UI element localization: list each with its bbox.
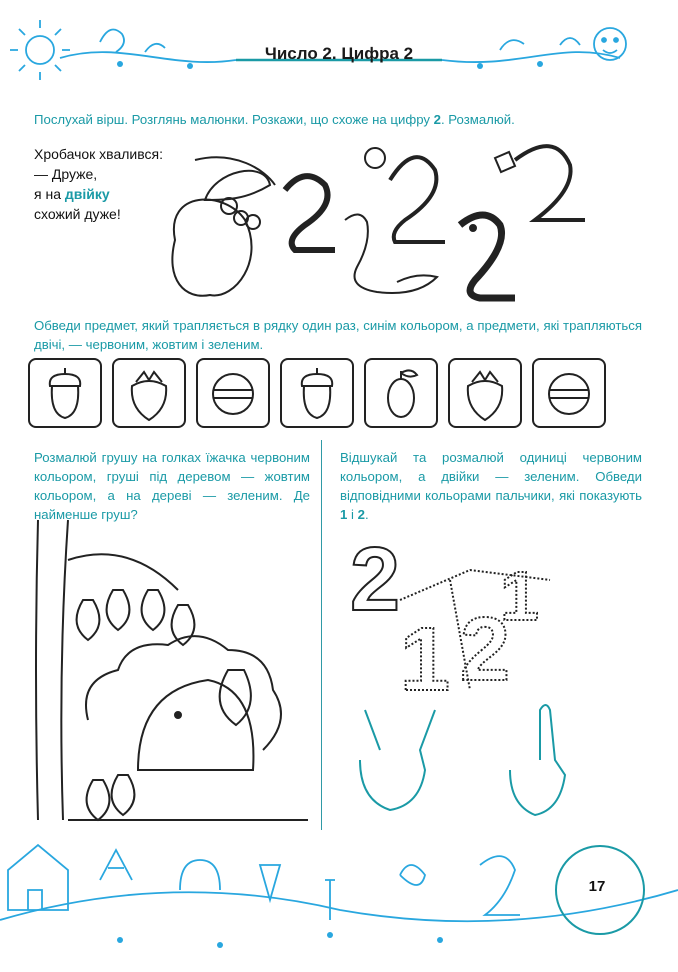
pear-icon [77, 600, 100, 640]
hidden-digits-and-hands-illustration [340, 520, 640, 820]
pear-icon [142, 590, 165, 630]
ball-icon [534, 360, 604, 426]
acorn-icon [282, 360, 352, 426]
ball-icon [198, 360, 268, 426]
pear-icon [87, 780, 110, 820]
item-cell-ball[interactable] [196, 358, 270, 428]
item-cell-acorn-2[interactable] [280, 358, 354, 428]
strawberry-icon [450, 360, 520, 426]
poem-line-1: Хробачок хвалився: [34, 146, 163, 162]
hedgehog-pear-tree-illustration [28, 520, 318, 830]
task3-instruction: Розмалюй грушу на голках їжачка червоним кольором, груші під деревом — жовтим кольором, а на дереві — зеленим. Де найменше груш? [34, 450, 310, 522]
poem-line-4: схожий дуже! [34, 206, 121, 222]
digit-two-outline: 2 [350, 530, 401, 630]
task4-instruction: Відшукай та розмалюй одиниці червоним кольором, а двійки — зеленим. Обведи відповідними кольорами пальчики, які показують 1 і 2. [340, 450, 642, 522]
plum-icon [366, 360, 436, 426]
poem-line-2: — Друже, [34, 166, 98, 182]
pear-icon [220, 670, 251, 725]
page-title: Число 2. Цифра 2 [264, 44, 414, 63]
apple-icon [172, 200, 251, 296]
item-cell-strawberry[interactable] [112, 358, 186, 428]
items-row [28, 358, 610, 430]
task2-instruction: Обведи предмет, який трапляється в рядку один раз, синім кольором, а предмети, які трапляються двічі, — червоним, жовтим і зеленим. [34, 318, 642, 352]
swan-icon [345, 214, 437, 293]
digit-one-outline: 1 [400, 610, 451, 710]
house-icon [8, 845, 68, 910]
footer-ornament [0, 820, 678, 967]
page-header [0, 0, 678, 90]
pear-icon [172, 605, 195, 645]
tree-trunk [36, 520, 68, 820]
item-cell-strawberry-2[interactable] [448, 358, 522, 428]
two-shaped-objects-illustration [155, 130, 595, 310]
poem-line-3: я на двійку [34, 186, 110, 202]
pear-icon [112, 775, 135, 815]
item-cell-ball-2[interactable] [532, 358, 606, 428]
task1-instruction: Послухай вірш. Розглянь малюнки. Розкажи, що схоже на цифру 2. Розмалюй. [34, 112, 515, 127]
hand-one-finger-icon [510, 705, 565, 815]
item-cell-plum[interactable] [364, 358, 438, 428]
pear-icon [107, 590, 130, 630]
column-divider [321, 440, 322, 830]
digit-two-outline: 2 [460, 600, 511, 700]
flower-two-icon [390, 157, 445, 242]
worm-two-icon [285, 176, 335, 250]
hand-two-fingers-icon [360, 710, 435, 810]
strawberry-icon [114, 360, 184, 426]
page-footer [0, 820, 678, 967]
snake-two-icon [460, 215, 515, 298]
lamp-two-icon [515, 146, 585, 220]
digit-one-outline: 1 [500, 557, 539, 635]
poem [34, 144, 163, 224]
page-number: 17 [588, 878, 606, 895]
item-cell-acorn[interactable] [28, 358, 102, 428]
acorn-icon [30, 360, 100, 426]
